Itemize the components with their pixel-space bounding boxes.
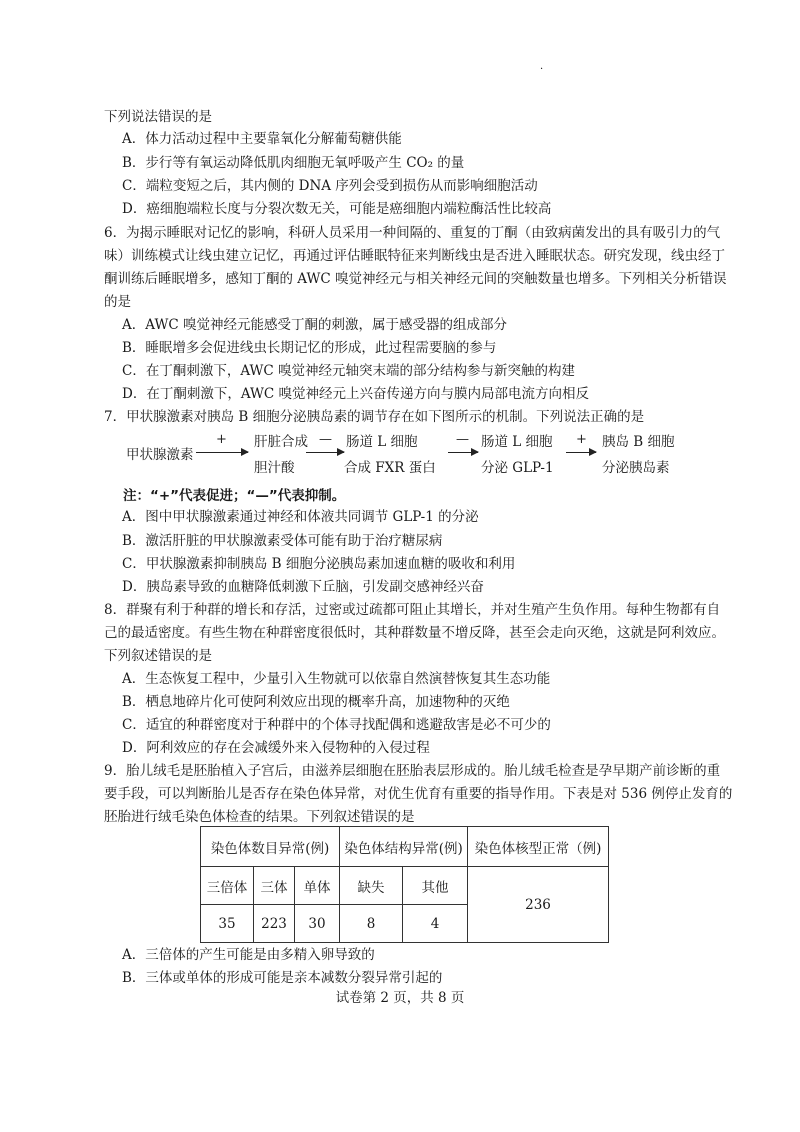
scan-dot: · bbox=[540, 64, 544, 75]
q8-option-a: A．生态恢复工程中，少量引入生物就可以依靠自然演替恢复其生态功能 bbox=[122, 671, 551, 687]
q5-option-a: A．体力活动过程中主要靠氧化分解葡萄糖供能 bbox=[122, 131, 402, 147]
flow-sign-3: — bbox=[456, 432, 469, 447]
flow-arrow-3 bbox=[448, 452, 478, 453]
table-value-monosomy: 30 bbox=[295, 905, 340, 943]
table-value-triploid: 35 bbox=[201, 905, 254, 943]
table-header-normal: 染色体核型正常（例) bbox=[468, 827, 609, 867]
q9-option-a: A．三倍体的产生可能是由多精入卵导致的 bbox=[122, 947, 375, 963]
chromosome-result-table bbox=[200, 826, 609, 943]
flow-node-beta-top: 胰岛 B 细胞 bbox=[602, 434, 675, 450]
flow-node-glp-bottom: 分泌 GLP-1 bbox=[481, 460, 554, 476]
flow-node-lcell-bottom: 合成 FXR 蛋白 bbox=[344, 460, 436, 476]
q9-line-2: 要手段，可以判断胎儿是否存在染色体异常，对优生优育有重要的指导作用。下表是对 536 例停止发育的 bbox=[104, 786, 733, 802]
table-value-trisomy: 223 bbox=[254, 905, 295, 943]
flow-node-liver-top: 肝脏合成 bbox=[254, 434, 308, 450]
table-sub-other: 其他 bbox=[403, 867, 468, 905]
table-sub-trisomy: 三体 bbox=[254, 867, 295, 905]
q6-option-a: A．AWC 嗅觉神经元能感受丁酮的刺激，属于感受器的组成部分 bbox=[122, 317, 507, 333]
q6-line-4: 的是 bbox=[104, 294, 131, 310]
flow-node-glp-top: 肠道 L 细胞 bbox=[481, 434, 553, 450]
flow-node-thyroid-hormone: 甲状腺激素 bbox=[126, 447, 194, 463]
q6-option-b: B．睡眠增多会促进线虫长期记忆的形成，此过程需要脑的参与 bbox=[122, 340, 497, 356]
table-value-normal: 236 bbox=[468, 867, 609, 943]
flow-node-beta-bottom: 分泌胰岛素 bbox=[602, 460, 670, 476]
flow-node-lcell-top: 肠道 L 细胞 bbox=[346, 434, 418, 450]
q5-stem: 下列说法错误的是 bbox=[104, 109, 212, 125]
flow-arrow-2 bbox=[306, 452, 344, 453]
flow-sign-1: + bbox=[216, 432, 227, 447]
page-footer: 试卷第 2 页，共 8 页 bbox=[335, 990, 465, 1006]
q7-option-b: B．激活肝脏的甲状腺激素受体可能有助于治疗糖尿病 bbox=[122, 533, 443, 549]
flow-arrow-4 bbox=[566, 452, 596, 453]
q8-line-2: 己的最适密度。有些生物在种群密度很低时，其种群数量不增反降，甚至会走向灭绝，这就是阿利效应。 bbox=[104, 625, 725, 641]
q9-option-b: B．三体或单体的形成可能是亲本减数分裂异常引起的 bbox=[122, 970, 443, 986]
q6-line-2: 味）训练模式让线虫建立记忆，再通过评估睡眠特征来判断线虫是否进入睡眠状态。研究发现，线虫经丁 bbox=[104, 248, 725, 264]
q7-stem: 7．甲状腺激素对胰岛 B 细胞分泌胰岛素的调节存在如下图所示的机制。下列说法正确的是 bbox=[104, 409, 645, 425]
q6-option-d: D．在丁酮刺激下，AWC 嗅觉神经元上兴奋传递方向与膜内局部电流方向相反 bbox=[122, 386, 590, 402]
q5-option-c: C．端粒变短之后，其内侧的 DNA 序列会受到损伤从而影响细胞活动 bbox=[122, 178, 538, 194]
table-header-number-abnormal: 染色体数目异常(例) bbox=[201, 827, 340, 867]
q5-option-d: D．癌细胞端粒长度与分裂次数无关，可能是癌细胞内端粒酶活性比较高 bbox=[122, 201, 552, 217]
flow-arrow-1 bbox=[196, 452, 248, 453]
q8-option-b: B．栖息地碎片化可使阿利效应出现的概率升高，加速物种的灭绝 bbox=[122, 694, 510, 710]
q7-option-c: C．甲状腺激素抑制胰岛 B 细胞分泌胰岛素加速血糖的吸收和利用 bbox=[122, 556, 516, 572]
table-header-structure-abnormal: 染色体结构异常(例) bbox=[340, 827, 468, 867]
q8-line-3: 下列叙述错误的是 bbox=[104, 648, 212, 664]
q7-option-d: D．胰岛素导致的血糖降低刺激下丘脑，引发副交感神经兴奋 bbox=[122, 579, 484, 595]
q6-option-c: C．在丁酮刺激下，AWC 嗅觉神经元轴突末端的部分结构参与新突触的构建 bbox=[122, 363, 576, 379]
flow-node-liver-bottom: 胆汁酸 bbox=[254, 460, 295, 476]
q5-option-b: B．步行等有氧运动降低肌肉细胞无氧呼吸产生 CO₂ 的量 bbox=[122, 155, 465, 171]
q6-line-1: 6．为揭示睡眠对记忆的影响，科研人员采用一种间隔的、重复的丁酮（由致病菌发出的具有吸引力的气 bbox=[104, 225, 721, 241]
flow-sign-2: — bbox=[319, 432, 332, 447]
table-sub-monosomy: 单体 bbox=[295, 867, 340, 905]
flow-note: 注：“+”代表促进；“—”代表抑制。 bbox=[123, 488, 346, 504]
table-value-other: 4 bbox=[403, 905, 468, 943]
table-sub-deletion: 缺失 bbox=[340, 867, 403, 905]
q7-option-a: A．图中甲状腺激素通过神经和体液共同调节 GLP-1 的分泌 bbox=[122, 509, 479, 525]
q9-line-3: 胚胎进行绒毛染色体检查的结果。下列叙述错误的是 bbox=[104, 809, 415, 825]
table-sub-triploid: 三倍体 bbox=[201, 867, 254, 905]
regulation-flow-diagram bbox=[126, 430, 726, 474]
flow-sign-4: + bbox=[576, 432, 587, 447]
q9-line-1: 9．胎儿绒毛是胚胎植入子宫后，由滋养层细胞在胚胎表层形成的。胎儿绒毛检查是孕早期产前诊断的重 bbox=[104, 763, 721, 779]
q6-line-3: 酮训练后睡眠增多，感知丁酮的 AWC 嗅觉神经元与相关神经元间的突触数量也增多。下列相关分析错误 bbox=[104, 271, 727, 287]
q8-option-d: D．阿利效应的存在会减缓外来入侵物种的入侵过程 bbox=[122, 740, 430, 756]
table-value-deletion: 8 bbox=[340, 905, 403, 943]
q8-line-1: 8．群聚有利于种群的增长和存活，过密或过疏都可阻止其增长，并对生殖产生负作用。每种生物都有自 bbox=[104, 602, 721, 618]
q8-option-c: C．适宜的种群密度对于种群中的个体寻找配偶和逃避敌害是必不可少的 bbox=[122, 717, 551, 733]
